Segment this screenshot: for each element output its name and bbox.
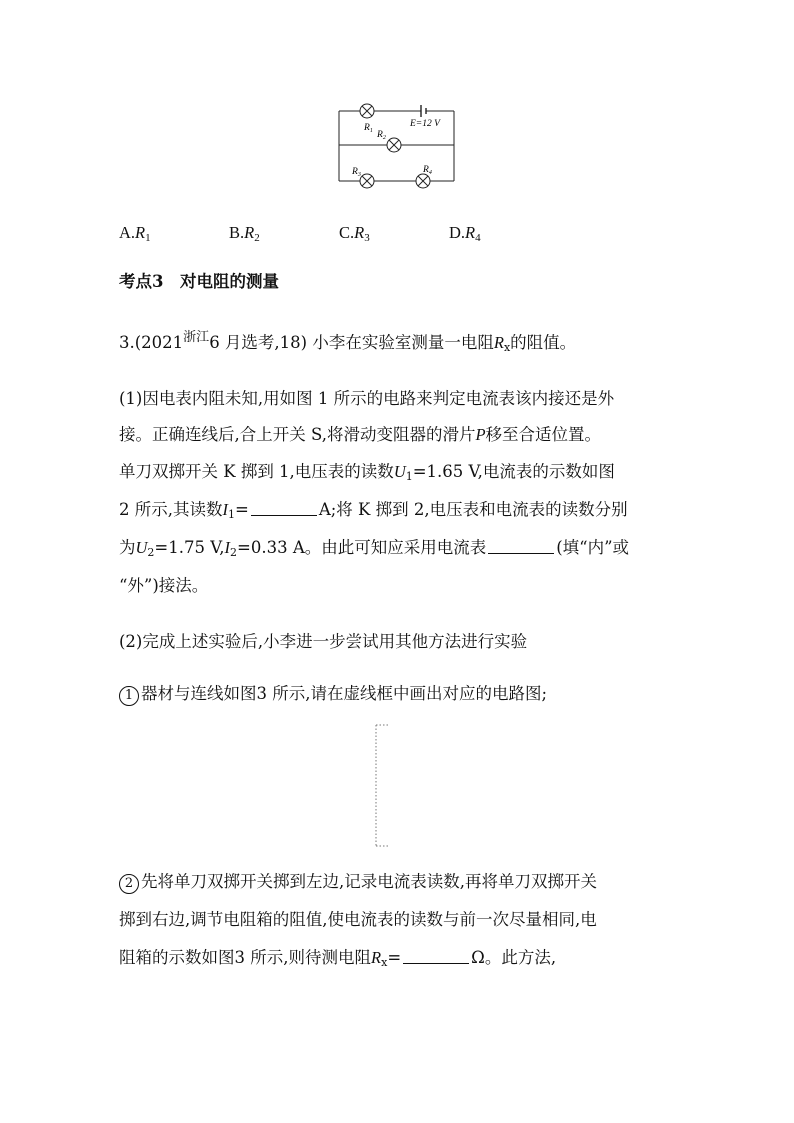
- choice-b[interactable]: $B.R_2$: [229, 223, 260, 244]
- answer-blank-i1[interactable]: [251, 501, 317, 516]
- circuit-diagram: [330, 100, 465, 190]
- section-title: 考点3 对电阻的测量: [119, 272, 279, 291]
- choice-c[interactable]: $C.R_3$: [339, 223, 370, 244]
- lamp-r2: [387, 138, 401, 152]
- lamp-r3: [360, 174, 374, 188]
- part1-line5: 为$U_2=1.75$ $V,I_2=0.33$ A。由此可知应采用电流表 (填“内”或: [119, 538, 630, 559]
- step-number-badge: 2: [119, 874, 139, 894]
- step-number-badge: 1: [119, 686, 139, 706]
- part1-line4: 2 所示,其读数$I_1= A$;将 K 掷到 2,电压表和电流表的读数分别: [119, 500, 628, 521]
- label-r3: $R_3$: [352, 167, 361, 178]
- label-r2: $R_2$: [377, 130, 386, 141]
- part2-step2-line1: 2 先将单刀双掷开关掷到左边,记录电流表读数,再将单刀双掷开关: [119, 872, 597, 894]
- part1-line1: (1)因电表内阻未知,用如图 1 所示的电路来判定电流表该内接还是外: [119, 389, 615, 408]
- part2-intro: (2)完成上述实验后,小李进一步尝试用其他方法进行实验: [119, 632, 528, 651]
- label-r4: $R_4$: [423, 165, 432, 176]
- lamp-r4: [416, 174, 430, 188]
- part2-step2-line3: 阻箱的示数如图3 所示,则待测电阻$R_x= \Omega$。此方法,: [119, 948, 557, 969]
- part2-step1: 1 器材与连线如图3 所示,请在虚线框中画出对应的电路图;: [119, 684, 547, 706]
- choice-d[interactable]: $D.R_4$: [449, 223, 481, 244]
- part1-line2: 接。正确连线后,合上开关 S,将滑动变阻器的滑片P移至合适位置。: [119, 425, 602, 444]
- part1-line6: “外”)接法。: [119, 576, 209, 595]
- choice-a[interactable]: $A.R_1$: [119, 223, 151, 244]
- label-r1: $R_1$: [364, 123, 373, 134]
- part1-line3: 单刀双掷开关 K 掷到 1,电压表的读数$U_1=1.65$ V,电流表的示数如图: [119, 462, 615, 483]
- answer-blank-connection[interactable]: [488, 539, 554, 554]
- question-stem: $3.(2021^{浙江}6$ 月选考,18) 小李在实验室测量一电阻$R_x$的阻值。: [119, 330, 577, 354]
- part2-step2-line2: 掷到右边,调节电阻箱的阻值,使电流表的读数与前一次尽量相同,电: [119, 910, 597, 929]
- answer-blank-rx[interactable]: [403, 949, 469, 964]
- label-emf: E=12 V: [410, 119, 440, 129]
- drawing-box[interactable]: [372, 722, 392, 850]
- lamp-r1: [360, 104, 374, 118]
